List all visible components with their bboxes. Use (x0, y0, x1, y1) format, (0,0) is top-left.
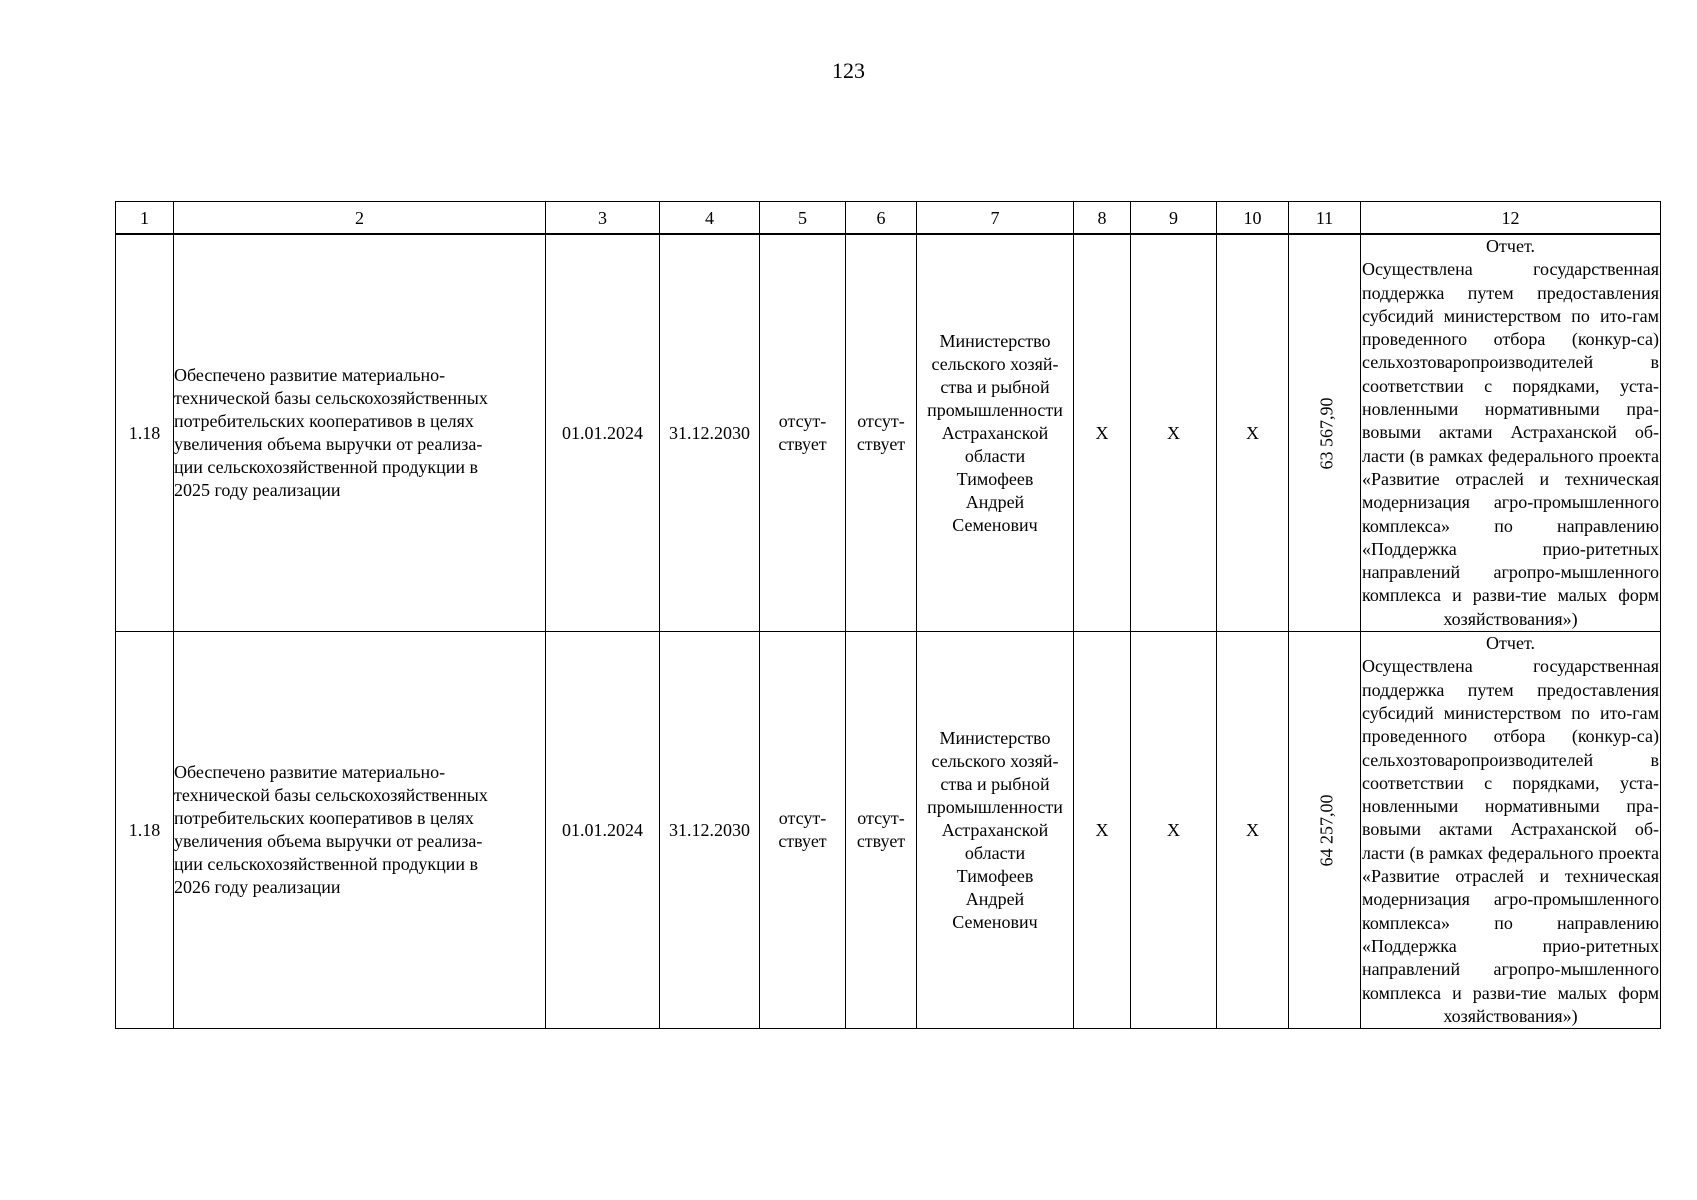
report-text: Осуществлена государственная поддержка путем предоставления субсидий министерством по ито-гам проведенного отбора (конкур-са) сельхозтоваропроизводителей в соответствии с порядками, уста-новленными нормативными пра-вовыми актами Астраханской об-ласти (в рамках федерального проекта «Развитие отраслей и техническая модернизация агро-промышленного комплекса» по направлению «Поддержка прио-ритетных направлений агропро-мышленного комплекса и разви-тие малых форм хозяйствования») (1362, 656, 1659, 1026)
header-cell: 7 (917, 202, 1074, 235)
row-number: 1.18 (116, 632, 174, 1029)
col8-value: X (1074, 632, 1131, 1029)
header-cell: 8 (1074, 202, 1131, 235)
amount-value: 63 567,90 (1316, 397, 1337, 470)
row-number: 1.18 (116, 234, 174, 632)
table-header-row (116, 202, 1661, 235)
page-number: 123 (832, 58, 865, 83)
activity-table (115, 201, 1661, 1029)
report-text: Осуществлена государственная поддержка путем предоставления субсидий министерством по ито-гам проведенного отбора (конкур-са) сельхозтоваропроизводителей в соответствии с порядками, уста-новленными нормативными пра-вовыми актами Астраханской об-ласти (в рамках федерального проекта «Развитие отраслей и техническая модернизация агро-промышленного комплекса» по направлению «Поддержка прио-ритетных направлений агропро-мышленного комплекса и разви-тие малых форм хозяйствования») (1362, 259, 1659, 629)
header-cell: 11 (1289, 202, 1361, 235)
amount-value: 64 257,00 (1316, 794, 1337, 867)
report-title: Отчет. (1486, 236, 1535, 256)
header-cell: 3 (546, 202, 660, 235)
header-cell: 9 (1131, 202, 1217, 235)
event-description: Обеспечено развитие материально- технической базы сельскохозяйственных потребительских кооперативов в целях увеличения объема выручки от реализа- ции сельскохозяйственной продукции в 2025 году реализации (174, 234, 546, 632)
col9-value: X (1131, 234, 1217, 632)
header-cell: 10 (1217, 202, 1289, 235)
end-date: 31.12.2030 (660, 632, 760, 1029)
table-row (116, 234, 1661, 632)
responsible-executor: Министерство сельского хозяй- ства и рыбной промышленности Астраханской области Тимофеев Андрей Семенович (917, 632, 1074, 1029)
header-cell: 5 (760, 202, 846, 235)
header-cell: 2 (174, 202, 546, 235)
amount-cell (1289, 632, 1361, 1029)
header-cell: 12 (1361, 202, 1661, 235)
start-date: 01.01.2024 (546, 234, 660, 632)
responsible-executor: Министерство сельского хозяй- ства и рыбной промышленности Астраханской области Тимофеев Андрей Семенович (917, 234, 1074, 632)
col5-value: отсут- ствует (760, 632, 846, 1029)
event-description: Обеспечено развитие материально- технической базы сельскохозяйственных потребительских кооперативов в целях увеличения объема выручки от реализа- ции сельскохозяйственной продукции в 2026 году реализации (174, 632, 546, 1029)
header-cell: 1 (116, 202, 174, 235)
col6-value: отсут- ствует (846, 632, 917, 1029)
col5-value: отсут- ствует (760, 234, 846, 632)
amount-cell (1289, 234, 1361, 632)
end-date: 31.12.2030 (660, 234, 760, 632)
col6-value: отсут- ствует (846, 234, 917, 632)
col8-value: X (1074, 234, 1131, 632)
table-row (116, 632, 1661, 1029)
report-title: Отчет. (1486, 633, 1535, 654)
header-cell: 6 (846, 202, 917, 235)
col9-value: X (1131, 632, 1217, 1029)
report-cell (1361, 234, 1661, 632)
header-cell: 4 (660, 202, 760, 235)
col10-value: X (1217, 234, 1289, 632)
col10-value: X (1217, 632, 1289, 1029)
report-cell (1361, 632, 1661, 1029)
start-date: 01.01.2024 (546, 632, 660, 1029)
